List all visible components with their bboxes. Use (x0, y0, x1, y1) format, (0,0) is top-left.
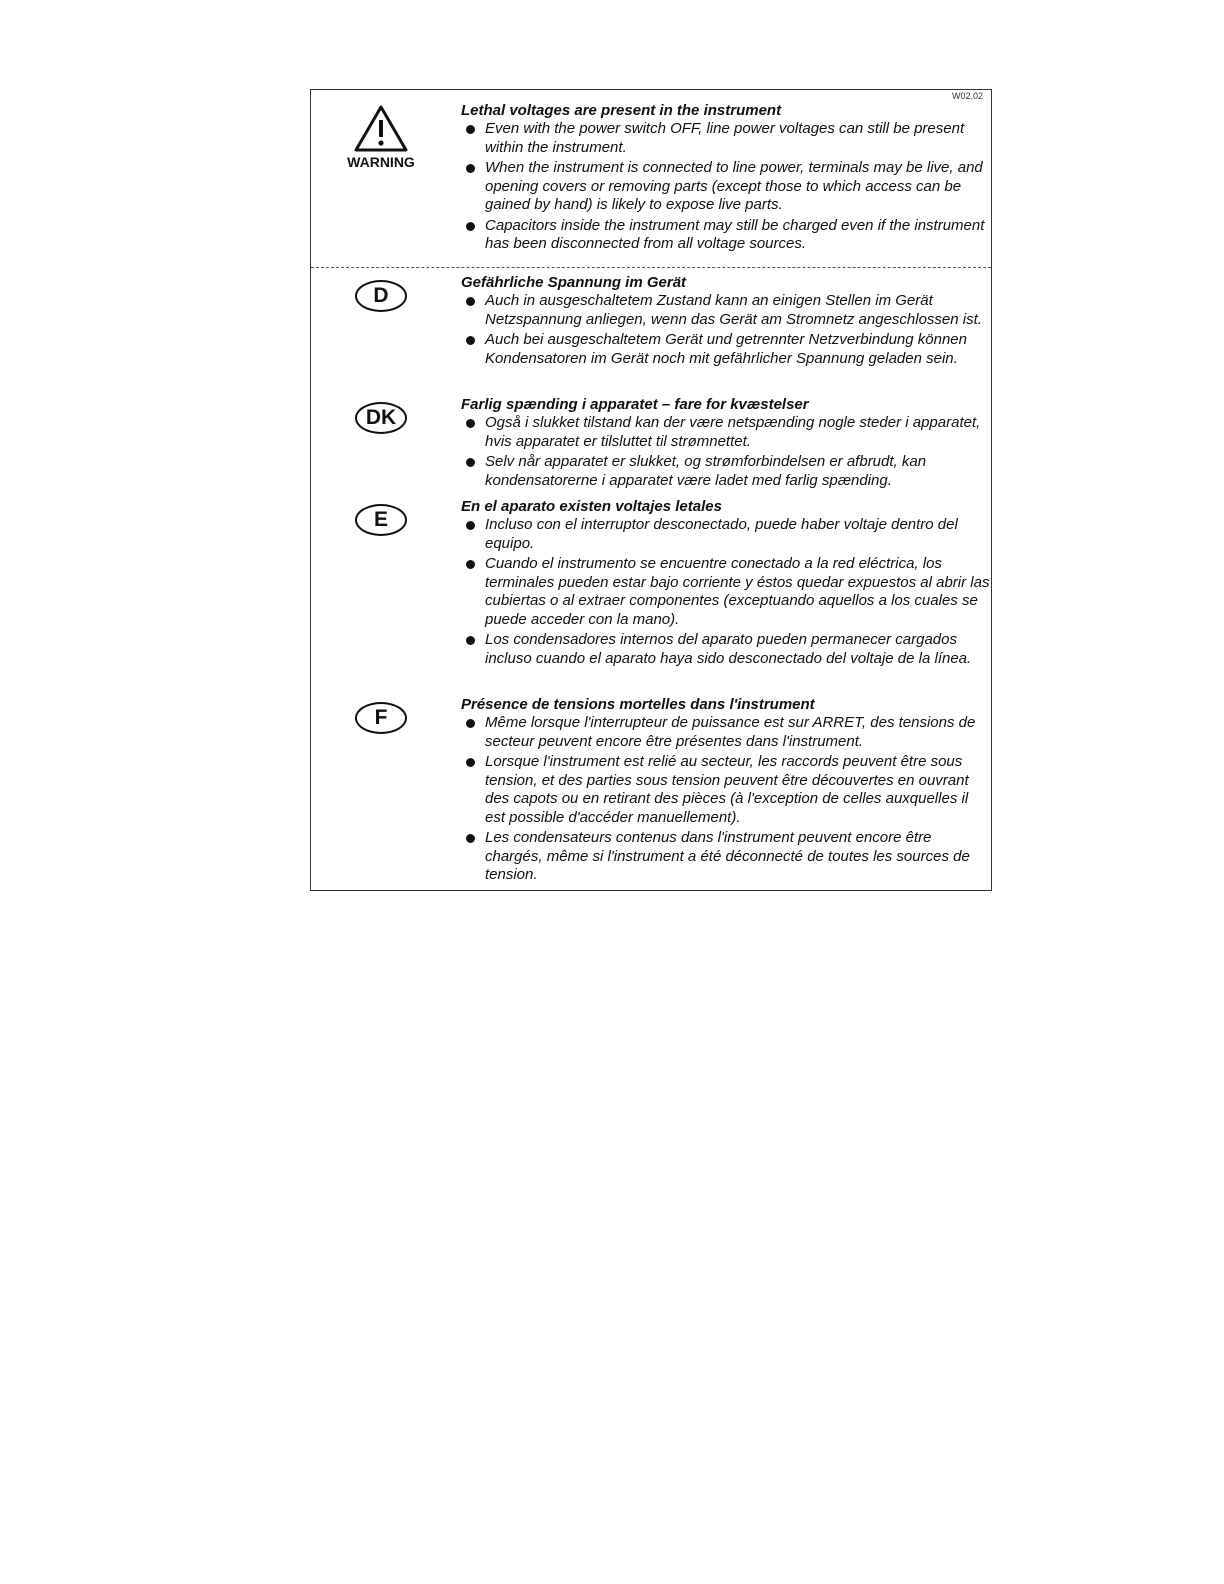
list-item: Cuando el instrumento se encuentre conectado a la red eléctrica, los terminales pueden estar bajo corriente y éstos quedar expuestos al abrir las cubiertas o al extraer componentes (exceptuando aquellos a los cuales se puede acceder con la mano). (461, 555, 991, 629)
bullet-list-german (461, 292, 991, 368)
list-item: Selv når apparatet er slukket, og strømforbindelsen er afbrudt, kan kondensatorerne i apparatet være ladet med farlig spænding. (461, 453, 991, 490)
list-item: Også i slukket tilstand kan der være netspænding nogle steder i apparatet, hvis apparatet er tilsluttet til strømnettet. (461, 414, 991, 451)
list-item: Même lorsque l'interrupteur de puissance est sur ARRET, des tensions de secteur peuvent encore être présentes dans l'instrument. (461, 714, 991, 751)
list-item: Incluso con el interruptor desconectado, puede haber voltaje dentro del equipo. (461, 516, 991, 553)
text-spanish (461, 498, 991, 670)
list-item: Les condensateurs contenus dans l'instrument peuvent encore être chargés, même si l'instrument a été déconnecté de toutes les sources de tension. (461, 829, 991, 885)
text-french (461, 696, 991, 887)
list-item: Capacitors inside the instrument may still be charged even if the instrument has been disconnected from all voltage sources. (461, 217, 991, 254)
heading-english: Lethal voltages are present in the instrument (461, 102, 782, 119)
warning-triangle-icon (353, 104, 409, 154)
heading-spanish: En el aparato existen voltajes letales (461, 498, 722, 515)
section-divider (311, 267, 991, 268)
list-item: When the instrument is connected to line power, terminals may be live, and opening covers or removing parts (except those to which access can be gained by hand) is likely to expose live parts. (461, 159, 991, 215)
bullet-list-danish (461, 414, 991, 490)
list-item: Lorsque l'instrument est relié au secteur, les raccords peuvent être sous tension, et des parties sous tension peuvent être découvertes en ouvrant des capots ou en retirant des pièces (à l'exception de celles auxquelles il est possible d'accéder manuellement). (461, 753, 991, 827)
warning-label: WARNING (347, 154, 415, 170)
language-badge-dk: DK (355, 402, 407, 434)
heading-danish: Farlig spænding i apparatet – fare for kvæstelser (461, 396, 809, 413)
document-code: W02.02 (951, 91, 983, 101)
heading-french: Présence de tensions mortelles dans l'instrument (461, 696, 815, 713)
list-item: Auch in ausgeschaltetem Zustand kann an einigen Stellen im Gerät Netzspannung anliegen, wenn das Gerät am Stromnetz angeschlossen ist. (461, 292, 991, 329)
warning-symbol (311, 102, 451, 170)
list-item: Los condensadores internos del aparato pueden permanecer cargados incluso cuando el aparato haya sido desconectado del voltaje de la línea. (461, 631, 991, 668)
bullet-list-french (461, 714, 991, 885)
language-badge-e: E (355, 504, 407, 536)
language-badge-f: F (355, 702, 407, 734)
bullet-list-spanish (461, 516, 991, 668)
list-item: Auch bei ausgeschaltetem Gerät und getrennter Netzverbindung können Kondensatoren im Gerät noch mit gefährlicher Spannung geladen sein. (461, 331, 991, 368)
warning-box (310, 89, 992, 891)
heading-german: Gefährliche Spannung im Gerät (461, 274, 687, 291)
list-item: Even with the power switch OFF, line power voltages can still be present within the instrument. (461, 120, 991, 157)
text-german (461, 274, 991, 370)
text-english (461, 102, 991, 256)
language-badge-d: D (355, 280, 407, 312)
bullet-list-english (461, 120, 991, 254)
text-danish (461, 396, 991, 492)
